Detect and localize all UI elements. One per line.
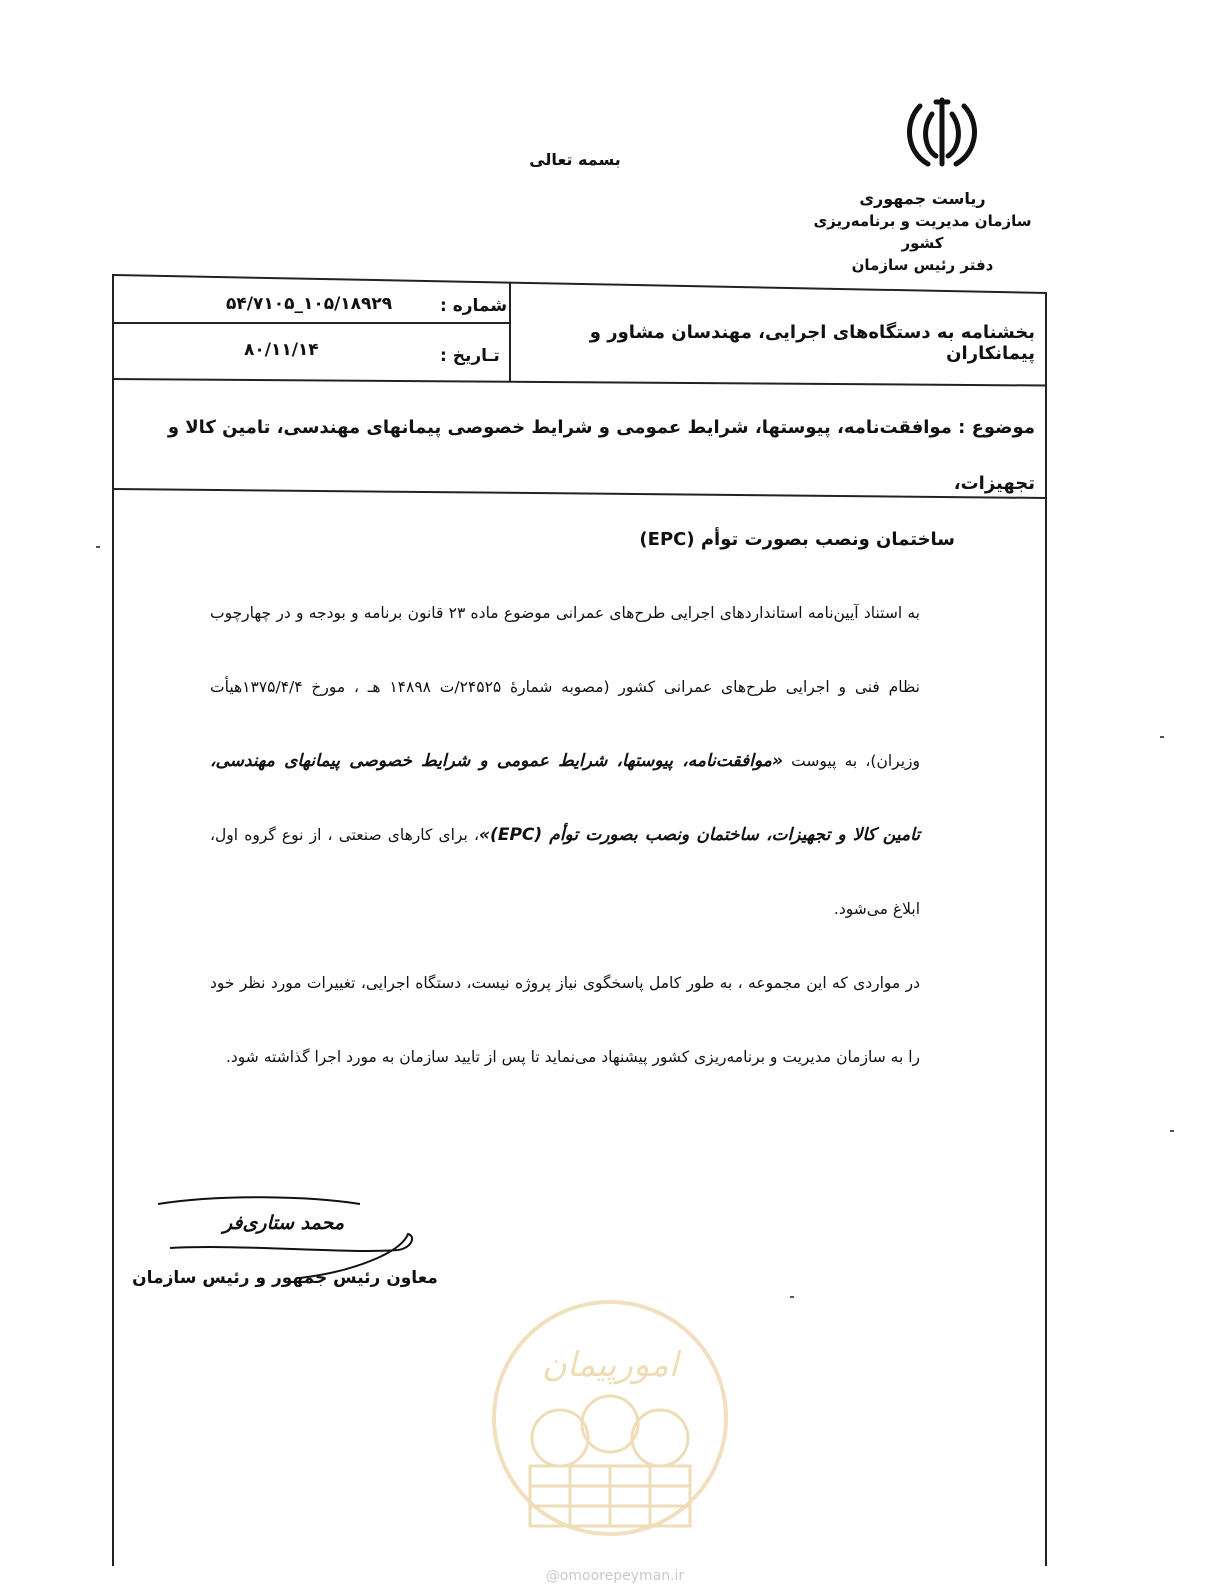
org-office: دفتر رئیس سازمان — [851, 256, 994, 274]
basmala: بسمه تعالی — [529, 150, 621, 169]
addressee: بخشنامه به دستگاه‌های اجرایی، مهندسان مشاور و پیمانکاران — [589, 322, 1035, 364]
letter-number: ۱۰۵/۱۸۹۲۹_۵۴/۷۱۰۵ — [226, 294, 393, 314]
watermark-logo — [490, 1296, 730, 1541]
scan-speck — [96, 546, 100, 548]
subject — [160, 400, 1035, 568]
letter-date: ۸۰/۱۱/۱۴ — [244, 340, 319, 360]
watermark-logo-text: امورپیمان — [541, 1345, 679, 1385]
body-p1-text-a: به استناد آیین‌نامه استانداردهای اجرایی طرح‌های عمرانی موضوع ماده ۲۳ قانون برنامه و بودجه و در چهارچوب نظام فنی و اجرایی طرح‌های عمرانی کشور (مصوبه شمارهٔ ۲۴۵۲۵/ت ۱۴۸۹۸ هـ ، مورخ ۱۳۷۵/۴/۴هیأت وزیران)، به پیوست — [210, 604, 920, 770]
signatory-name: محمد ستاری‌فر — [222, 1212, 345, 1234]
number-label: شماره : — [440, 296, 508, 316]
scan-speck — [1160, 736, 1164, 738]
signatory-title: معاون رئیس جمهور و رئیس سازمان — [132, 1268, 438, 1288]
subject-line-2: ساختمان ونصب بصورت توأم (EPC) — [639, 529, 955, 550]
frame-right-border — [1045, 292, 1047, 1566]
frame-left-border — [112, 274, 114, 1566]
organization-header — [790, 188, 1055, 276]
subject-line-1: موضوع : موافقت‌نامه، پیوستها، شرایط عمومی و شرایط خصوصی پیمانهای مهندسی، تامین کالا و تجهیزات، — [167, 417, 1035, 494]
watermark-url: @omoorepeyman.ir — [545, 1568, 685, 1584]
body-p1-emphasis: «موافقت‌نامه، پیوستها، شرایط عمومی و شرایط خصوصی پیمانهای مهندسی، تامین کالا و تجهیزات، ساختمان ونصب بصورت توأم (EPC)» — [210, 751, 920, 845]
org-presidency: ریاست جمهوری — [859, 189, 986, 208]
body-p1-text-b: ، برای کارهای صنعتی ، از نوع گروه اول، ابلاغ می‌شود. — [210, 826, 920, 918]
scan-speck — [790, 1296, 794, 1298]
scan-speck — [1170, 1130, 1174, 1132]
letter-body — [210, 576, 920, 1094]
body-paragraph-2: در مواردی که این مجموعه ، به طور کامل پاسخگوی نیاز پروژه نیست، دستگاه اجرایی، تغییرات مورد نظر خود را به سازمان مدیریت و برنامه‌ریزی کشور پیشنهاد می‌نماید تا پس از تایید سازمان به مورد اجرا گذاشته شود. — [210, 974, 920, 1066]
header-divider — [112, 378, 1047, 387]
org-name: سازمان مدیریت و برنامه‌ریزی کشور — [813, 212, 1032, 252]
date-label: تـاریخ : — [440, 346, 500, 366]
emblem-icon — [898, 92, 986, 174]
frame-top-border — [112, 274, 1047, 294]
meta-row-divider — [112, 322, 509, 324]
meta-column-divider — [509, 282, 511, 382]
body-paragraph-1 — [210, 576, 920, 946]
